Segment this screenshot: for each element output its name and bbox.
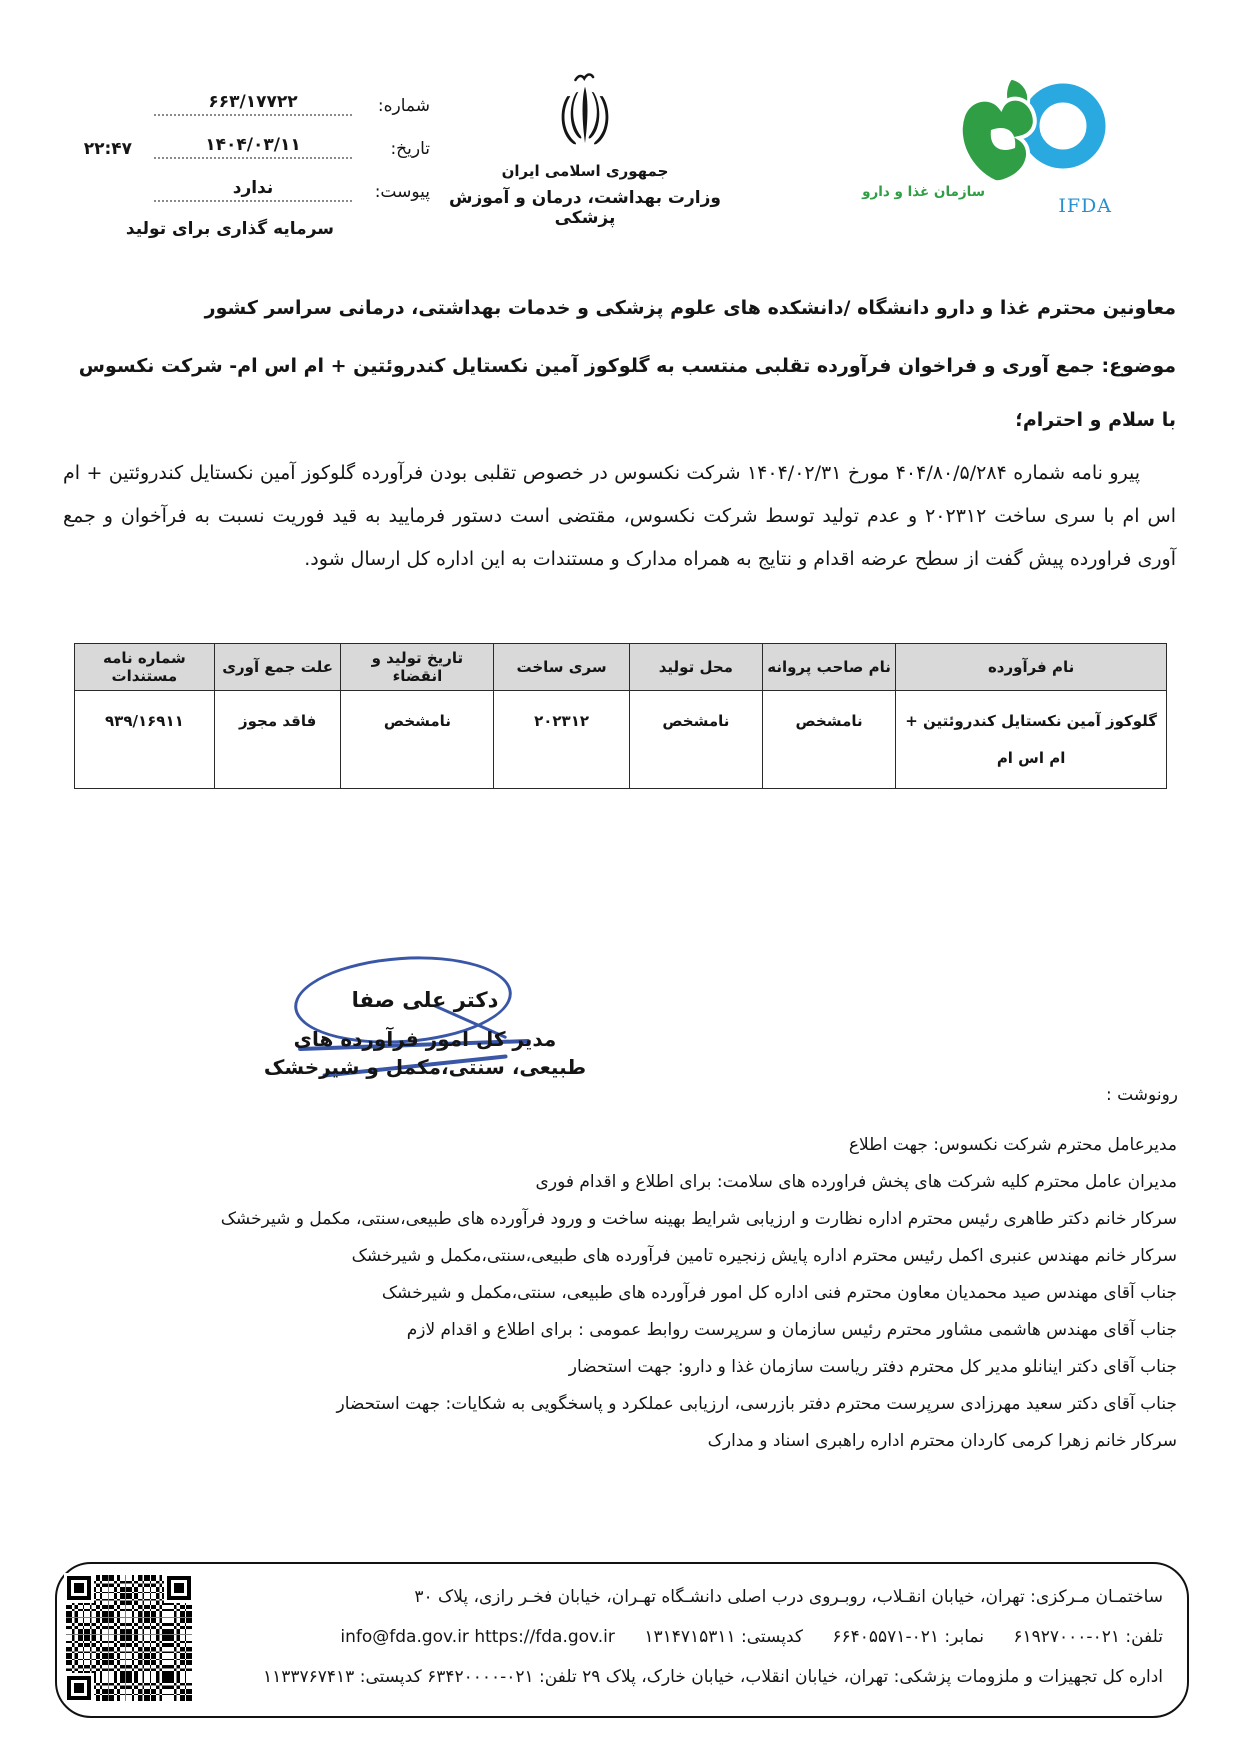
footer-text xyxy=(217,1577,1163,1697)
col-product-name: نام فرآورده xyxy=(896,644,1167,691)
table-header-row xyxy=(75,644,1167,691)
signer-title-line1: مدیر کل امور فرآورده های xyxy=(293,1027,557,1051)
cell-license-holder: نامشخص xyxy=(762,691,895,789)
signer-title-line2: طبیعی، سنتی،مکمل و شیرخشک xyxy=(263,1055,587,1079)
iran-emblem-icon xyxy=(430,70,740,156)
salutation-line: با سلام و احترام؛ xyxy=(1015,409,1176,431)
cell-batch-number: ۲۰۲۳۱۲ xyxy=(494,691,629,789)
number-value: ۶۶۳/۱۷۷۲۲ xyxy=(154,92,352,116)
cc-list xyxy=(65,1127,1177,1460)
footer-website: https://fda.gov.ir xyxy=(474,1627,615,1647)
cc-item: مدیرعامل محترم شرکت نکسوس: جهت اطلاع xyxy=(848,1135,1177,1155)
recipient-line: معاونین محترم غذا و دارو دانشگاه /دانشکده های علوم پزشکی و خدمات بهداشتی، درمانی سراسر کشور xyxy=(204,297,1176,319)
qr-finder-icon xyxy=(167,1576,191,1600)
col-recall-reason: علت جمع آوری xyxy=(214,644,341,691)
cell-recall-reason: فاقد مجوز xyxy=(214,691,341,789)
emblem-ministry-text: وزارت بهداشت، درمان و آموزش پزشکی xyxy=(449,188,721,228)
cc-item: جناب آقای مهندس صید محمدیان معاون محترم فنی اداره کل امور فرآورده های طبیعی، سنتی،مکمل و شیرخشک xyxy=(381,1283,1177,1303)
cell-product-name: گلوکوز آمین نکستایل کندروئتین + ام اس ام xyxy=(896,691,1167,789)
col-prod-exp-date: تاریخ تولید و انقضاء xyxy=(341,644,494,691)
footer-address-equipment: اداره کل تجهیزات و ملزومات پزشکی: تهران، خیابان انقلاب، خیابان خارک، پلاک ۲۹ تلفن: ۰۲۱-۶۳۴۲۰۰۰۰ کدپستی: ۱۱۳۳۷۶۷۴۱۳ xyxy=(263,1667,1163,1687)
col-production-site: محل تولید xyxy=(629,644,762,691)
subject-line: موضوع: جمع آوری و فراخوان فرآورده تقلبی منتسب به گلوکوز آمین نکستایل کندروئتین + ام اس ام- شرکت نکسوس xyxy=(78,355,1176,377)
cc-item: سرکار خانم دکتر طاهری رئیس محترم اداره نظارت و ارزیابی شرایط بهینه ساخت و ورود فرآورده های طبیعی،سنتی، مکمل و شیرخشک xyxy=(220,1209,1177,1229)
attachment-label: پیوست: xyxy=(374,182,430,202)
emblem-country-text: جمهوری اسلامی ایران xyxy=(501,162,669,180)
footer-postal-code: کدپستی: ۱۳۱۴۷۱۵۳۱۱ xyxy=(644,1627,803,1647)
recall-table xyxy=(74,643,1167,789)
number-label: شماره: xyxy=(377,96,430,116)
ifda-acronym-text: IFDA xyxy=(1058,195,1112,217)
qr-finder-icon xyxy=(67,1576,91,1600)
cc-item: جناب آقای دکتر سعید مهرزادی سرپرست محترم دفتر بازرسی، ارزیابی عملکرد و پاسخگویی به شکایات: جهت استحضار xyxy=(336,1394,1177,1414)
signer-name: دکتر علی صفا xyxy=(351,988,499,1012)
footer-address-main: ساختمـان مـرکزی: تهران، خیابان انقـلاب، روبـروی درب اصلی دانشـگاه تهـران، خیابان فخـر رازی، پلاک ۳۰ xyxy=(414,1587,1163,1607)
cc-item: جناب آقای دکتر اینانلو مدیر کل محترم دفتر ریاست سازمان غذا و دارو: جهت استحضار xyxy=(568,1357,1177,1377)
number-row xyxy=(28,92,430,116)
ministry-header xyxy=(430,70,740,228)
table-row xyxy=(75,691,1167,789)
ifda-org-text: سازمان غذا و دارو xyxy=(862,184,985,200)
footer-fax: نمابر: ۰۲۱-۶۶۴۰۵۵۷۱ xyxy=(832,1627,984,1647)
cc-item: مدیران عامل محترم کلیه شرکت های پخش فراورده های سلامت: برای اطلاع و اقدام فوری xyxy=(535,1172,1177,1192)
qr-code xyxy=(66,1575,192,1701)
attachment-value: ندارد xyxy=(154,178,352,202)
col-batch-number: سری ساخت xyxy=(494,644,629,691)
date-row xyxy=(28,135,430,159)
cell-doc-letter-number: ۹۳۹/۱۶۹۱۱ xyxy=(75,691,215,789)
letter-body: پیرو نامه شماره ۴۰۴/۸۰/۵/۲۸۴ مورخ ۱۴۰۴/۰۲/۳۱ شرکت نکسوس در خصوص تقلبی بودن فرآورده گلوکوز آمین نکستایل کندروئتین + ام اس ام با سری ساخت ۲۰۲۳۱۲ و عدم تولید توسط شرکت نکسوس، مقتضی است دستور فرمایید به قید فوریت نسبت به فرآخوان و جمع آوری فراورده پیش گفت از سطح عرضه اقدام و نتایج به همراه مدارک و مستندات به این اداره کل ارسال شود. xyxy=(63,462,1176,570)
col-doc-letter-number: شماره نامه مستندات xyxy=(75,644,215,691)
cc-label: رونوشت : xyxy=(1105,1085,1178,1105)
qr-finder-icon xyxy=(67,1676,91,1700)
letter-meta xyxy=(28,92,430,239)
cell-production-site: نامشخص xyxy=(629,691,762,789)
col-license-holder: نام صاحب پروانه xyxy=(762,644,895,691)
footer-email: info@fda.gov.ir xyxy=(340,1627,469,1647)
ifda-logo xyxy=(855,64,1175,234)
cc-item: سرکار خانم زهرا کرمی کاردان محترم اداره راهبری اسناد و مدارک xyxy=(707,1431,1177,1451)
time-value: ۲۲:۴۷ xyxy=(83,139,132,159)
signature-block xyxy=(250,988,600,1081)
cc-item: سرکار خانم مهندس عنبری اکمل رئیس محترم اداره پایش زنجیره تامین فرآورده های طبیعی،سنتی،مکمل و شیرخشک xyxy=(351,1246,1177,1266)
footer-contact-line xyxy=(217,1617,1163,1657)
footer-box xyxy=(55,1562,1189,1718)
cc-item: جناب آقای مهندس هاشمی مشاور محترم رئیس سازمان و سرپرست روابط عمومی : برای اطلاع و اقدام لازم xyxy=(406,1320,1177,1340)
date-label: تاریخ: xyxy=(390,139,430,159)
production-slogan: سرمایه گذاری برای تولید xyxy=(125,219,334,239)
attachment-row xyxy=(28,178,430,202)
cell-prod-exp-date: نامشخص xyxy=(341,691,494,789)
footer-phone: تلفن: ۰۲۱-۶۱۹۲۷۰۰۰ xyxy=(1013,1627,1163,1647)
date-value: ۱۴۰۴/۰۳/۱۱ xyxy=(154,135,352,159)
